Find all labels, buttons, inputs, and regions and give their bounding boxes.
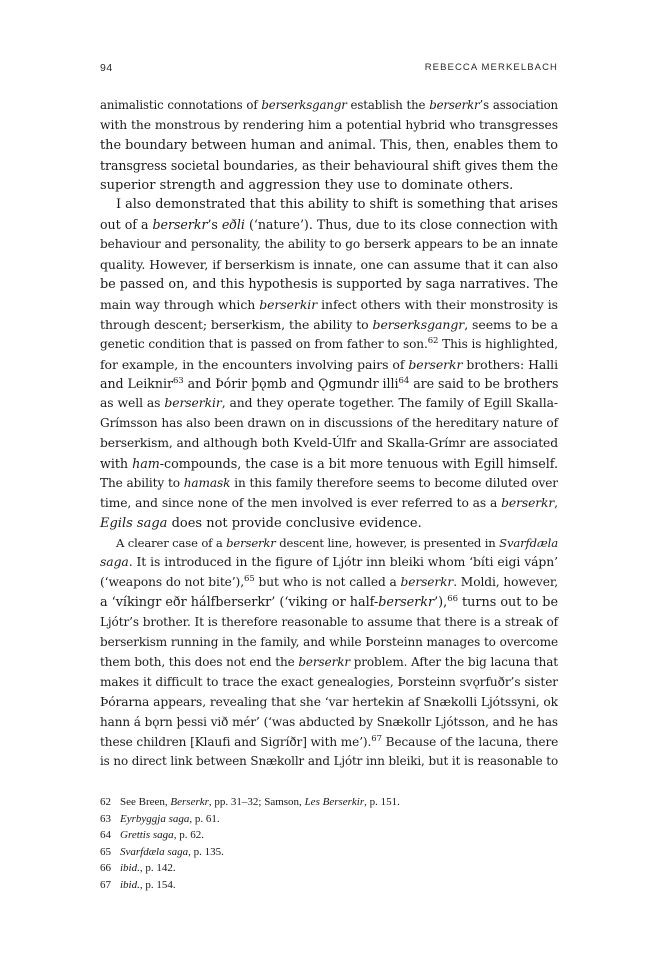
text-line [100, 96, 558, 116]
text-run: . Moldi, however, [453, 575, 559, 590]
text-run: but who is not called a [254, 575, 401, 590]
text-run: with the monstrous by rendering him a potential hybrid who transgresses [100, 117, 558, 132]
footnote [100, 827, 558, 844]
footnote-number: 66 [100, 862, 111, 875]
text-line [100, 713, 558, 733]
text-line [100, 275, 558, 295]
text-line [100, 255, 558, 275]
footnote-number: 62 [100, 796, 111, 808]
text-line [100, 315, 558, 335]
text-line [100, 633, 558, 653]
text-run: genetic condition that is passed on from father to son. [100, 336, 428, 351]
footnote-ref: 64 [398, 376, 410, 387]
italic-text: berserkir [164, 396, 222, 411]
italic-text: Egils saga [100, 515, 168, 531]
text-run: the boundary between human and animal. This, then, enables them to [100, 137, 558, 153]
text-line [100, 613, 558, 633]
text-run: brothers: Halli [462, 356, 558, 372]
text-run: A clearer case of a [116, 535, 227, 550]
footnote [100, 811, 558, 828]
text-line [100, 752, 558, 772]
text-run: these children [Klaufi and Sigríðr] with me’). [100, 734, 372, 749]
text-run: , p. 62. [173, 829, 204, 842]
text-run: animalistic connotations of [100, 98, 262, 112]
text-run: (‘weapons do not bite’), [100, 575, 244, 590]
italic-text: Svarfdæla saga [120, 845, 189, 858]
text-line [100, 494, 558, 514]
running-head-author: REBECCA MERKELBACH [424, 62, 558, 73]
text-line [100, 534, 558, 554]
text-run: ’s association [479, 98, 558, 112]
text-run: is no direct link between Snækollr and Ljótr inn bleiki, but it is reasonable to [100, 754, 558, 769]
footnote-number: 64 [100, 829, 111, 842]
italic-text: berserkr [378, 595, 435, 611]
italic-text: berserkr [226, 535, 276, 550]
text-line [100, 394, 558, 414]
italic-text: Les Berserkir [304, 796, 365, 808]
footnotes [100, 794, 558, 894]
text-line [100, 176, 558, 196]
text-line [100, 474, 558, 494]
footnote [100, 794, 558, 811]
text-run: ’), [434, 595, 448, 611]
running-head [100, 62, 558, 78]
italic-text: Grettis saga [120, 829, 174, 842]
text-line [100, 374, 558, 394]
text-line [100, 355, 558, 375]
text-line [100, 693, 558, 713]
italic-text: hamask [183, 475, 231, 490]
italic-text: berserkr [152, 217, 208, 233]
footnote [100, 844, 558, 861]
text-run: , p. 154. [139, 878, 176, 891]
footnote-number: 67 [100, 878, 111, 891]
italic-text: berserksgangr [261, 98, 347, 112]
italic-text: Berserkr [170, 796, 209, 808]
footnote-ref: 63 [172, 376, 184, 387]
italic-text: saga [100, 555, 129, 570]
text-line [100, 215, 558, 235]
footnote [100, 877, 558, 894]
text-run: turns out to be [457, 595, 559, 611]
footnote-ref: 67 [371, 733, 382, 744]
text-run: Þórarna appears, revealing that she ‘var hertekin af Snækolli Ljótssyni, ok [100, 694, 558, 709]
italic-text: berserkr [298, 654, 350, 669]
italic-text: berserkr [501, 495, 555, 510]
italic-text: berserkr [408, 356, 463, 372]
footnote-number: 63 [100, 812, 111, 825]
text-run: a ‘víkingr eðr hálfberserkr’ (‘viking or half- [100, 595, 379, 611]
text-run: be passed on, and this hypothesis is supported by saga narratives. The [100, 277, 559, 293]
text-run: quality. However, if berserkism is innate, one can assume that it can also [100, 257, 558, 273]
text-run: , and they operate together. The family of Egill Skalla- [221, 396, 558, 411]
text-run: as well as [100, 396, 165, 411]
italic-text: berserkr [400, 575, 454, 590]
footnote [100, 860, 558, 877]
text-run: . It is introduced in the figure of Ljótr inn bleiki whom ‘bíti eigi vápn’ [128, 555, 558, 570]
text-run: in this family therefore seems to become diluted over [230, 475, 558, 490]
text-line [100, 235, 558, 255]
text-line [100, 733, 558, 753]
text-run: and Þórir þǫmb and Ǫgmundr illi [183, 376, 399, 392]
footnote-ref: 65 [244, 574, 255, 585]
text-line [100, 593, 558, 613]
italic-text: ham [132, 456, 160, 472]
italic-text: ibid. [120, 878, 140, 891]
text-run: does not provide conclusive evidence. [167, 515, 422, 531]
italic-text: Svarfdæla [499, 535, 558, 550]
text-run: ’s [207, 217, 222, 233]
text-run: infect others with their monstrosity is [317, 296, 558, 312]
text-run: behaviour and personality, the ability to go berserk appears to be an innate [100, 237, 558, 252]
text-line [100, 295, 558, 315]
text-run: (‘nature’). Thus, due to its close connection with [244, 217, 558, 233]
text-run: berserkism running in the family, and while Þorsteinn manages to overcome [100, 635, 558, 650]
text-run: for example, in the encounters involving pairs of [100, 356, 409, 372]
text-run: , seems to be a [464, 316, 558, 332]
text-run: Because of the lacuna, there [381, 734, 559, 749]
text-run: makes it difficult to trace the exact genealogies, Þorsteinn svǫrfuðr’s sister [100, 674, 558, 689]
text-run: -compounds, the case is a bit more tenuous with Egill himself. [159, 456, 558, 472]
text-run: See Breen, [120, 796, 171, 808]
italic-text: berserkir [259, 296, 318, 312]
text-line [100, 514, 558, 534]
text-line [100, 136, 558, 156]
text-run: time, and since none of the men involved is ever referred to as a [100, 495, 502, 510]
italic-text: Eyrbyggja saga [120, 812, 190, 825]
footnote-number: 65 [100, 845, 111, 858]
text-run: establish the [346, 98, 430, 112]
text-run: problem. After the big lacuna that [349, 654, 558, 669]
text-line [100, 156, 558, 176]
text-run: , pp. 31–32; Samson, [208, 796, 305, 808]
text-run: , p. 142. [139, 862, 176, 875]
text-line [100, 573, 558, 593]
text-run: Grímsson has also been drawn on in discussions of the hereditary nature of [100, 416, 558, 431]
text-run: are said to be brothers [409, 376, 559, 392]
text-run: , p. 151. [364, 796, 400, 808]
text-run: , p. 135. [188, 845, 224, 858]
footnote-ref: 62 [427, 335, 439, 346]
page-number: 94 [100, 62, 113, 74]
footnote-ref: 66 [447, 594, 458, 605]
text-run: I also demonstrated that this ability to shift is something that arises [116, 197, 558, 213]
text-run: with [100, 456, 133, 472]
body-text [100, 96, 558, 772]
text-run: through descent; berserkism, the ability to [100, 316, 373, 332]
text-run: them both, this does not end the [100, 654, 299, 669]
text-line [100, 434, 558, 454]
text-line [100, 673, 558, 693]
text-line [100, 335, 558, 355]
text-line [100, 116, 558, 136]
text-run: , [554, 495, 558, 510]
text-run: transgress societal boundaries, as their behavioural shift gives them the [100, 157, 558, 173]
italic-text: ibid. [120, 862, 140, 875]
text-line [100, 414, 558, 434]
text-run: hann á bǫrn þessi við mér’ (‘was abducted by Snækollr Ljótsson, and he has [100, 714, 558, 729]
text-run: , p. 61. [189, 812, 220, 825]
text-run: berserkism, and although both Kveld-Úlfr and Skalla-Grímr are associated [100, 436, 558, 451]
text-run: The ability to [100, 475, 184, 490]
text-run: and Leiknir [100, 376, 173, 392]
italic-text: berserksgangr [372, 316, 465, 332]
text-run: superior strength and aggression they use to dominate others. [100, 177, 514, 193]
text-run: This is highlighted, [438, 336, 558, 351]
text-line [100, 653, 558, 673]
text-line [100, 454, 558, 474]
text-run: Ljótr’s brother. It is therefore reasonable to assume that there is a streak of [100, 615, 558, 630]
italic-text: eðli [221, 217, 245, 233]
text-run: main way through which [100, 296, 260, 312]
text-line [100, 553, 558, 573]
text-line [100, 195, 558, 215]
text-run: descent line, however, is presented in [275, 535, 500, 550]
text-run: out of a [100, 217, 153, 233]
italic-text: berserkr [429, 98, 480, 112]
